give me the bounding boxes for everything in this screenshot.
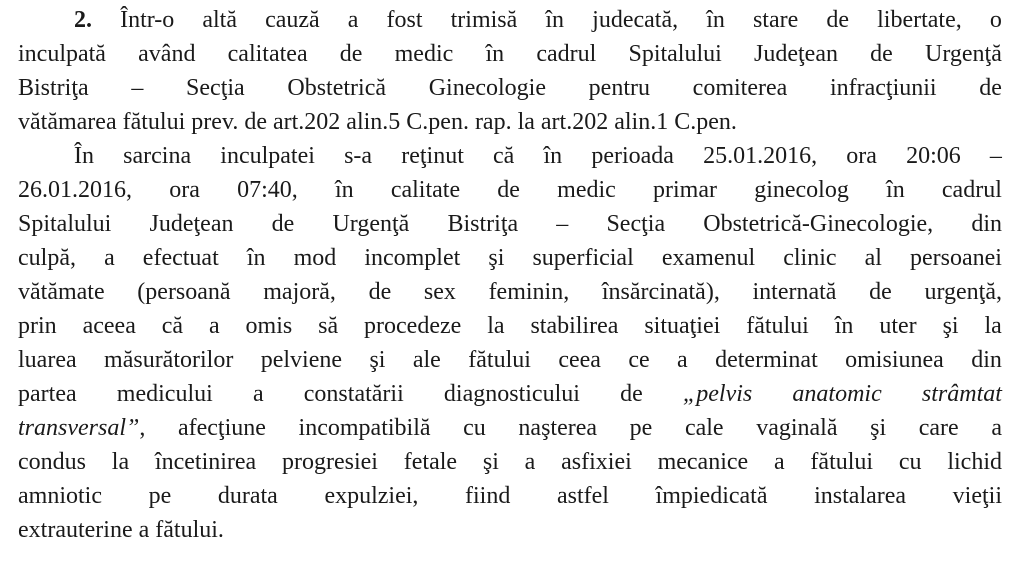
paragraph-3-text-6-word: aceea	[82, 313, 136, 339]
paragraph-3-line-11-word: durata	[217, 483, 278, 509]
paragraph-3-line-10-word: fetale	[403, 449, 458, 475]
paragraph-2-text-1-word: altă	[202, 7, 237, 33]
paragraph-3-line-9-word: care	[918, 415, 959, 441]
paragraph-3-text-8-word: de	[620, 381, 643, 407]
paragraph-3-line-7	[18, 346, 1002, 374]
paragraph-3-text-5-word: urgenţă,	[924, 279, 1002, 305]
paragraph-2-text-2-word: de	[870, 41, 893, 67]
paragraph-3-text-7-word: omisiunea	[845, 347, 944, 373]
paragraph-3-text-7-word: ceea	[558, 347, 601, 373]
paragraph-3-line-9-word: transversal”,	[18, 415, 146, 441]
paragraph-3-line-1	[74, 142, 1002, 170]
paragraph-2-text-2-word: de	[339, 41, 363, 67]
paragraph-3-line-8	[18, 380, 1002, 408]
paragraph-3-text-8-word: a	[252, 381, 264, 407]
paragraph-2-text-3-word: comiterea	[692, 75, 788, 101]
paragraph-3-text-8-word: strâmtat	[921, 381, 1002, 407]
paragraph-3-text-3-word: Secţia	[606, 211, 666, 237]
paragraph-2-text-1-word: cauză	[265, 7, 320, 33]
paragraph-3-text-6-word: în	[834, 313, 854, 339]
paragraph-2-text-3-word: de	[979, 75, 1002, 101]
paragraph-3-text-7-word: ale	[412, 347, 441, 373]
paragraph-3-text-2-word: 26.01.2016,	[18, 177, 132, 203]
paragraph-2-text-2-word: Judeţean	[754, 41, 838, 67]
paragraph-3-text-1-word: s-a	[344, 143, 373, 169]
paragraph-3-text-5-word: internată	[752, 279, 837, 305]
paragraph-3-text-7-word: a	[677, 347, 688, 373]
paragraph-3-text-1-word: 25.01.2016,	[703, 143, 818, 169]
paragraph-3-text-6-word: la	[487, 313, 505, 339]
paragraph-2-text-1-word: de	[826, 7, 850, 33]
paragraph-3-line-10-word: şi	[482, 449, 499, 475]
paragraph-3-text-7-word: ce	[628, 347, 650, 373]
paragraph-3-line-9	[18, 414, 1002, 442]
paragraph-2-line-2	[18, 40, 1002, 68]
paragraph-3-text-1-word: –	[989, 143, 1002, 169]
paragraph-3-text-7-word: luarea	[18, 347, 77, 373]
paragraph-3-text-3-word: Obstetrică-Ginecologie,	[703, 211, 934, 237]
paragraph-3-text-1-word: reţinut	[401, 143, 464, 169]
paragraph-3-line-9-word: cu	[463, 415, 486, 441]
paragraph-2-text-1-word: o	[989, 7, 1002, 33]
paragraph-3-line-10	[18, 448, 1002, 476]
paragraph-3-text-2-word: în	[886, 177, 905, 203]
paragraph-3-text-2-word: calitate	[390, 177, 461, 203]
paragraph-2-text-2-word: în	[485, 41, 505, 67]
paragraph-3-text-6-word: procedeze	[364, 313, 462, 339]
paragraph-3-line-9-word: a	[991, 415, 1002, 441]
paragraph-3-text-2-word: ora	[169, 177, 200, 203]
paragraph-3-line-10-word: progresiei	[282, 449, 378, 475]
paragraph-3-line-11-word: vieţii	[952, 483, 1002, 509]
paragraph-3-text-3-word: Spitalului	[18, 211, 112, 237]
paragraph-3-text-2-word: primar	[653, 177, 717, 203]
paragraph-3-text-5-word: feminin,	[488, 279, 570, 305]
paragraph-3-text-2-word: ginecolog	[754, 177, 849, 203]
paragraph-3-line-2	[18, 176, 1002, 204]
paragraph-3-text-4-word: efectuat	[142, 245, 219, 271]
paragraph-3-text-2-word: de	[497, 177, 520, 203]
paragraph-3-text-4-word: incomplet	[364, 245, 461, 271]
paragraph-2-text-1-word: Într-o	[120, 7, 175, 33]
paragraph-3-text-4-word: şi	[488, 245, 505, 271]
paragraph-3-text-2-word: medic	[557, 177, 616, 203]
paragraph-3-text-5-word: majoră,	[263, 279, 336, 305]
paragraph-3-text-4-word: al	[864, 245, 882, 271]
paragraph-3-text-3-word: Bistriţa	[447, 211, 519, 237]
paragraph-3-line-11-word: expulziei,	[324, 483, 419, 509]
paragraph-3-text-6-word: prin	[18, 313, 57, 339]
paragraph-3-text-1-word: perioada	[591, 143, 674, 169]
paragraph-3-text-4-word: examenul	[661, 245, 756, 271]
paragraph-3-line-10-word: la	[111, 449, 130, 475]
paragraph-3-line-13	[18, 516, 1002, 544]
paragraph-3-text-2-word: în	[334, 177, 354, 203]
paragraph-number: 2.	[74, 7, 92, 33]
paragraph-3-text-7-word: pelviene	[260, 347, 343, 373]
paragraph-3-text-3-word: din	[971, 211, 1002, 237]
paragraph-2-text-2-word: cadrul	[536, 41, 597, 67]
paragraph-2-text-1-word: a	[347, 7, 359, 33]
paragraph-3-text-6-word: a	[208, 313, 220, 339]
paragraph-3-text-5-word: însărcinată),	[601, 279, 720, 305]
paragraph-3-text-8-word: anatomic	[792, 381, 882, 407]
paragraph-3-text-3-word: Judeţean	[149, 211, 234, 237]
paragraph-3-line-11-word: astfel	[556, 483, 609, 509]
paragraph-3-line-5	[18, 278, 1002, 306]
paragraph-2-text-1-word: libertate,	[877, 7, 962, 33]
paragraph-3-line-10-word: asfixiei	[561, 449, 632, 475]
paragraph-3-text-7-word: determinat	[715, 347, 818, 373]
paragraph-2-text-1-word: în	[545, 7, 565, 33]
paragraph-3-text-8-word: constatării	[303, 381, 404, 407]
paragraph-3-line-6	[18, 312, 1002, 340]
paragraph-3-line-10-word: cu	[898, 449, 922, 475]
paragraph-3-text-1-word: 20:06	[906, 143, 961, 169]
paragraph-3-text-7-word: din	[971, 347, 1002, 373]
paragraph-3-line-11-word: împiedicată	[655, 483, 768, 509]
paragraph-2-text-1-word: fost	[386, 7, 423, 33]
paragraph-3-text-5-word: de	[869, 279, 892, 305]
paragraph-3-line-11-word: instalarea	[814, 483, 907, 509]
paragraph-3-line-9-word: vaginală	[756, 415, 838, 441]
paragraph-3-text-6-word: uter	[879, 313, 917, 339]
paragraph-3-text-8-word: „pelvis	[682, 381, 753, 407]
paragraph-3-text-6-word: să	[318, 313, 339, 339]
paragraph-2-text-3-word: Bistriţa	[18, 75, 89, 101]
paragraph-3-line-9-word: şi	[870, 415, 887, 441]
paragraph-3-text-4-word: clinic	[783, 245, 837, 271]
paragraph-3-text-4-word: în	[246, 245, 266, 271]
paragraph-3-text-6-word: stabilirea	[530, 313, 619, 339]
paragraph-2-line-4	[18, 108, 1002, 136]
paragraph-3-text-1-word: că	[493, 143, 515, 169]
paragraph-2-text-1-word: judecată,	[592, 7, 679, 33]
paragraph-3-line-9-word: pe	[629, 415, 653, 441]
paragraph-3-text-4-word: mod	[293, 245, 337, 271]
paragraph-3-line-10-word: lichid	[947, 449, 1002, 475]
paragraph-3-text-1-word: ora	[846, 143, 877, 169]
paragraph-3-text-6-word: şi	[942, 313, 959, 339]
paragraph-2-text-2-word: inculpată	[18, 41, 106, 67]
paragraph-3-text-3-word: –	[556, 211, 569, 237]
paragraph-3-text-4-word: a	[104, 245, 115, 271]
paragraph-3-text-4-word: culpă,	[18, 245, 76, 271]
paragraph-3-line-9-word: incompatibilă	[298, 415, 431, 441]
paragraph-2-text-2-word: calitatea	[227, 41, 308, 67]
paragraph-3-text-1-word: sarcina	[123, 143, 192, 169]
paragraph-3-text-4-word: superficial	[532, 245, 634, 271]
paragraph-2-text-4: vătămarea fătului prev. de art.202 alin.5 C.pen. rap. la art.202 alin.1 C.pen.	[18, 109, 737, 135]
paragraph-2-text-3-word: Ginecologie	[428, 75, 546, 101]
paragraph-2-line-1	[74, 6, 1002, 34]
paragraph-3-line-10-word: a	[524, 449, 536, 475]
paragraph-3-line-10-word: condus	[18, 449, 86, 475]
paragraph-2-text-1-word: trimisă	[450, 7, 518, 33]
paragraph-2-text-1-word: stare	[752, 7, 799, 33]
paragraph-2-text-3-word: Obstetrică	[287, 75, 386, 101]
paragraph-2-line-3	[18, 74, 1002, 102]
paragraph-2-text-3-word: Secţia	[186, 75, 245, 101]
paragraph-3-line-9-word: afecţiune	[177, 415, 266, 441]
paragraph-3-line-11-word: pe	[148, 483, 172, 509]
paragraph-3-text-8-word: medicului	[116, 381, 213, 407]
paragraph-2-text-2-word: Spitalului	[628, 41, 722, 67]
paragraph-2-text-2-word: având	[138, 41, 196, 67]
paragraph-2-text-2-word: Urgenţă	[925, 41, 1002, 67]
paragraph-2-text-2-word: medic	[394, 41, 454, 67]
paragraph-3-text-1-word: în	[543, 143, 563, 169]
paragraph-2-text-3-word: –	[131, 75, 144, 101]
paragraph-3-line-4	[18, 244, 1002, 272]
paragraph-3-text-4-word: persoanei	[910, 245, 1002, 271]
paragraph-3-text-8-word: diagnosticului	[443, 381, 580, 407]
paragraph-3-text-1-word: În	[74, 143, 94, 169]
paragraph-3-text-1-word: inculpatei	[220, 143, 315, 169]
paragraph-3-line-10-word: fătului	[810, 449, 874, 475]
paragraph-2-text-3-word: pentru	[588, 75, 650, 101]
paragraph-3-line-11	[18, 482, 1002, 510]
paragraph-3-text-2-word: cadrul	[941, 177, 1002, 203]
paragraph-3-line-11-word: fiind	[465, 483, 511, 509]
paragraph-3-line-10-word: mecanice	[657, 449, 749, 475]
paragraph-3-text-13: extrauterine a fătului.	[18, 517, 224, 543]
paragraph-3-text-3-word: de	[271, 211, 295, 237]
paragraph-3-text-8-word: partea	[18, 381, 77, 407]
paragraph-3-text-6-word: că	[161, 313, 184, 339]
paragraph-3-text-5-word: sex	[423, 279, 456, 305]
paragraph-2-text-1-word: în	[706, 7, 725, 33]
paragraph-3-text-6-word: situaţiei	[644, 313, 721, 339]
paragraph-3-text-7-word: şi	[369, 347, 386, 373]
paragraph-3-text-5-word: vătămate	[18, 279, 105, 305]
paragraph-3-text-7-word: măsurătorilor	[104, 347, 234, 373]
paragraph-3-line-11-word: amniotic	[18, 483, 102, 509]
paragraph-3-text-7-word: fătului	[468, 347, 531, 373]
paragraph-3-text-5-word: de	[368, 279, 392, 305]
paragraph-3-line-10-word: încetinirea	[154, 449, 257, 475]
paragraph-3-line-9-word: naşterea	[518, 415, 598, 441]
paragraph-3-text-5-word: (persoană	[137, 279, 231, 305]
paragraph-3-text-6-word: la	[984, 313, 1002, 339]
paragraph-3-text-6-word: omis	[245, 313, 293, 339]
paragraph-3-line-10-word: a	[773, 449, 785, 475]
paragraph-3-text-2-word: 07:40,	[237, 177, 298, 203]
paragraph-3-line-3	[18, 210, 1002, 238]
paragraph-2-text-3-word: infracţiunii	[829, 75, 937, 101]
paragraph-3-text-6-word: fătului	[746, 313, 809, 339]
paragraph-3-text-3-word: Urgenţă	[332, 211, 410, 237]
paragraph-3-line-9-word: cale	[684, 415, 724, 441]
